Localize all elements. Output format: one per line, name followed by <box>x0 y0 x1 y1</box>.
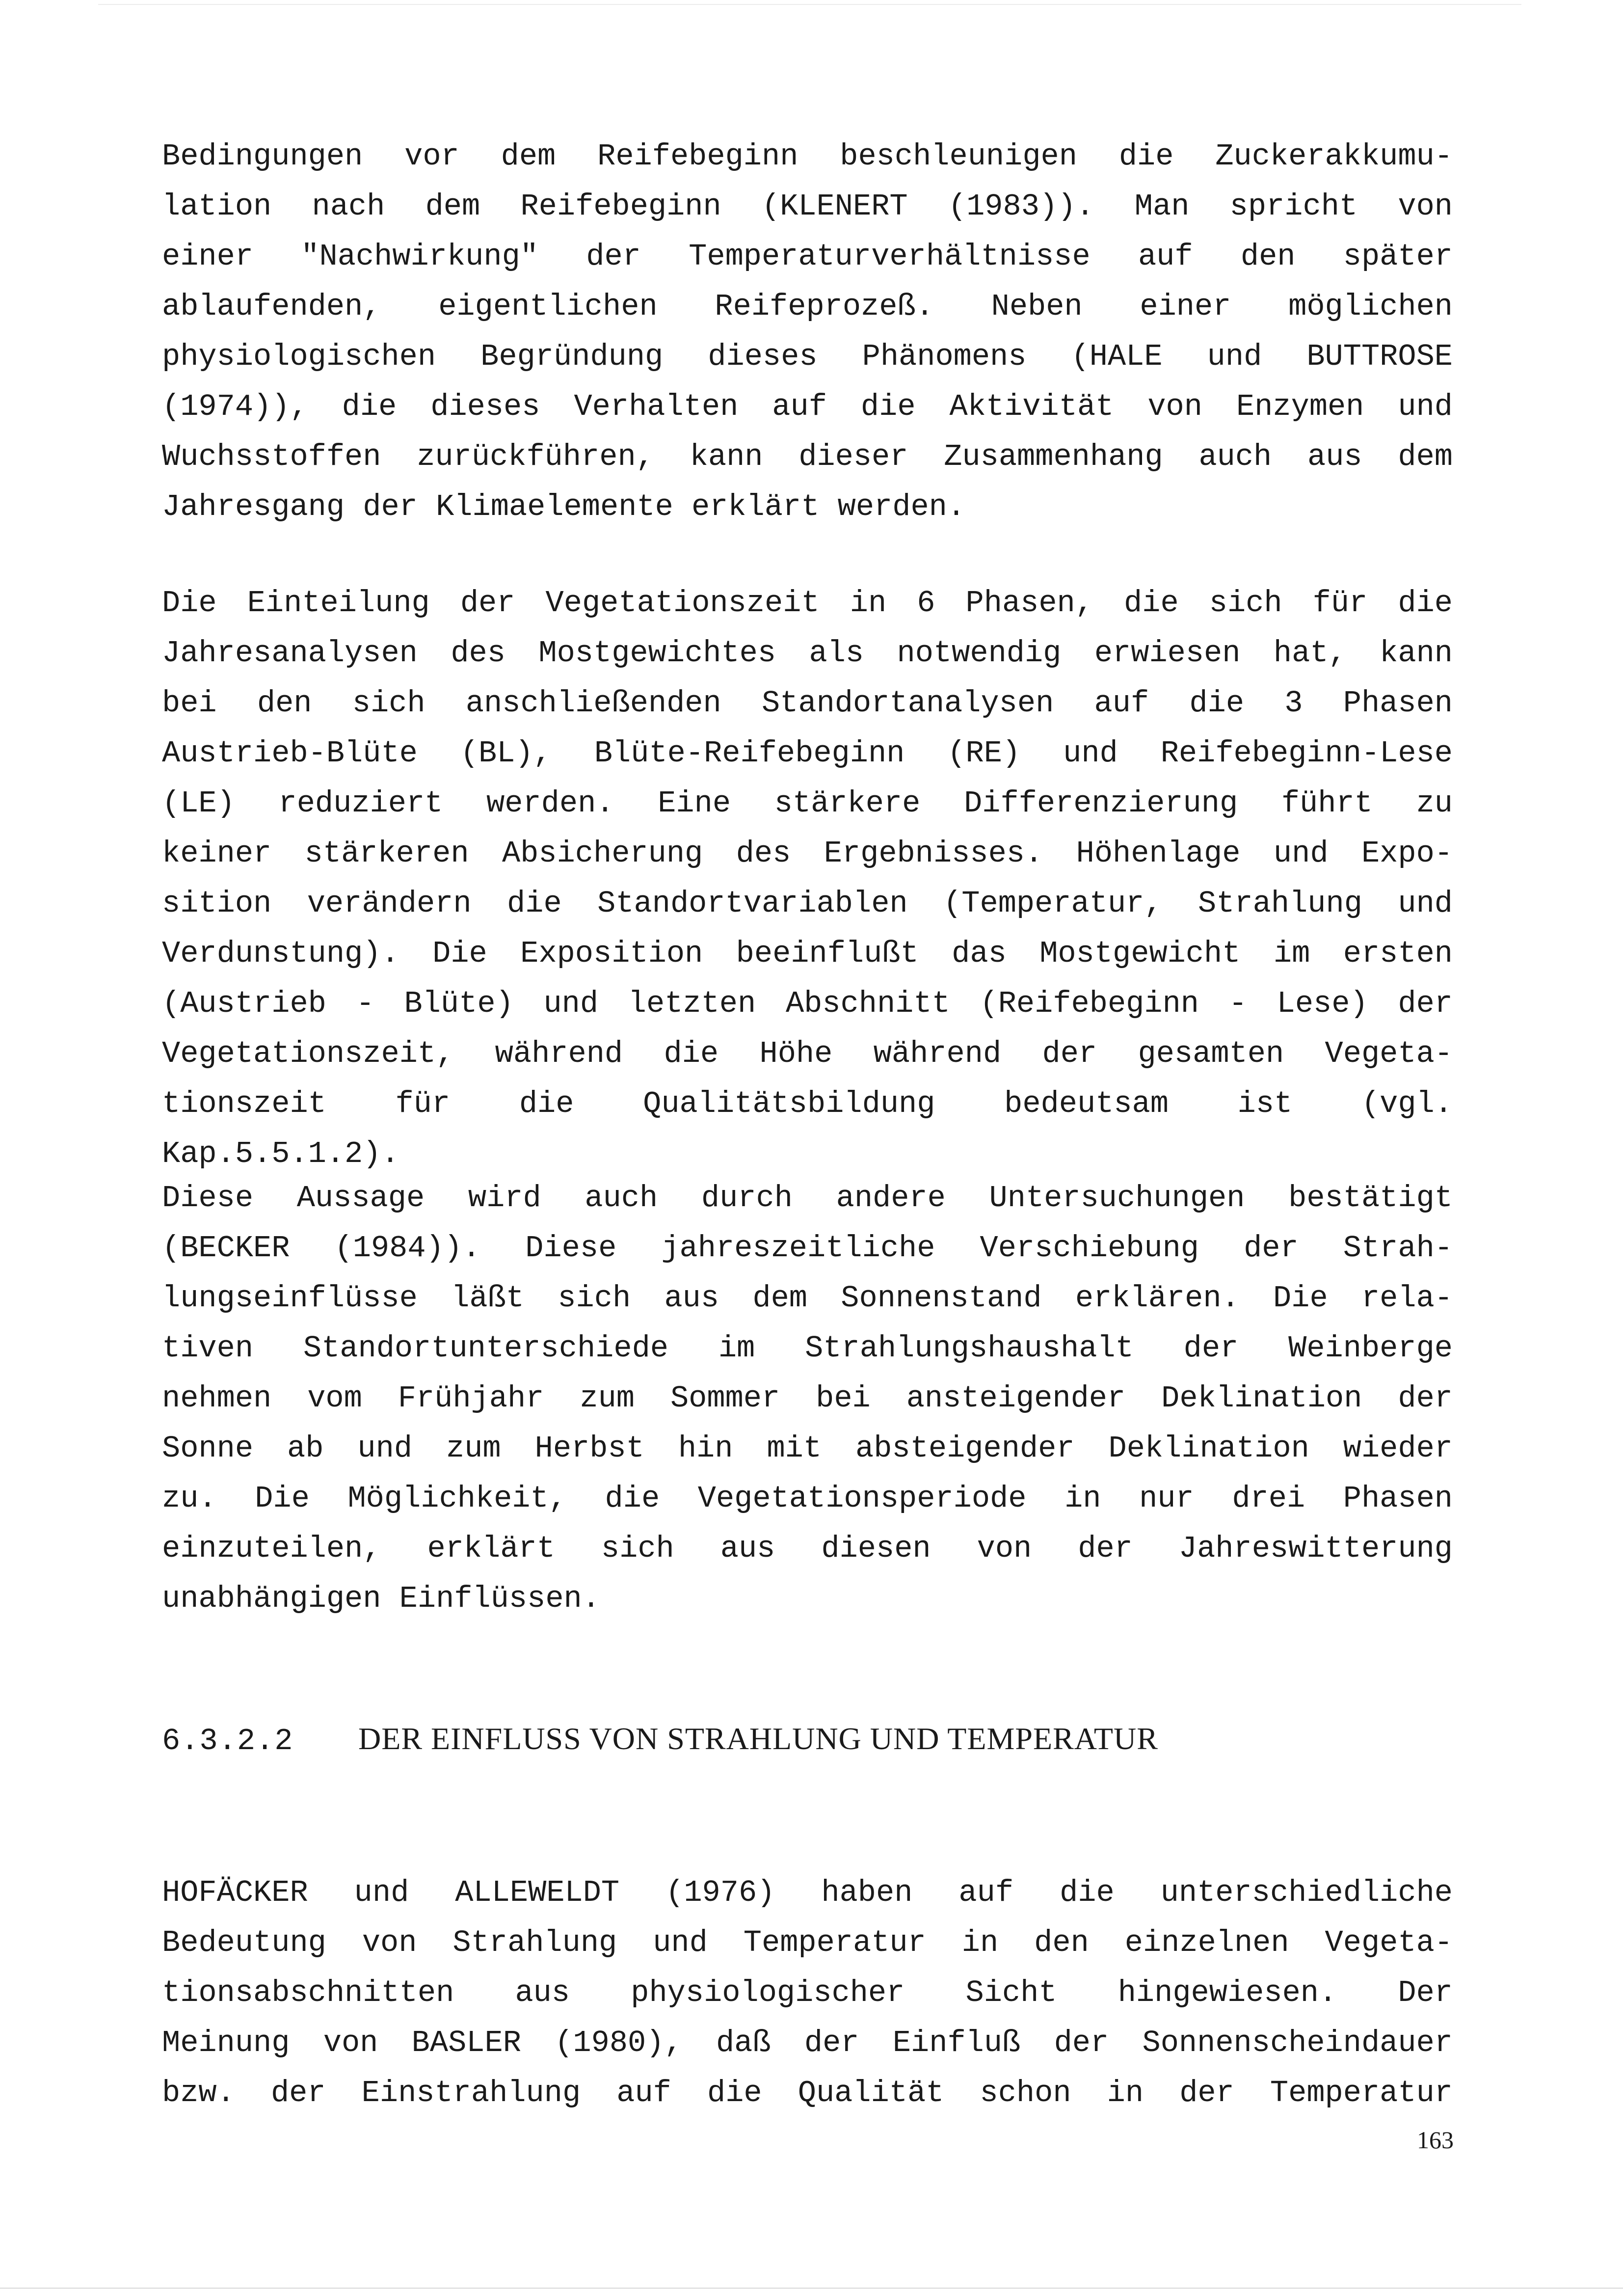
text-line: sition verändern die Standortvariablen (Temperatur, Strahlung und <box>162 886 1453 921</box>
text-line: Sonne ab und zum Herbst hin mit absteigender Deklination wieder <box>162 1431 1453 1466</box>
text-line: Die Einteilung der Vegetationszeit in 6 Phasen, die sich für die <box>162 586 1453 621</box>
text-line: HOFÄCKER und ALLEWELDT (1976) haben auf die unterschiedliche <box>162 1875 1453 1910</box>
text-line: lungseinflüsse läßt sich aus dem Sonnenstand erklären. Die rela- <box>162 1281 1453 1316</box>
text-line: Vegetationszeit, während die Höhe während der gesamten Vegeta- <box>162 1036 1453 1071</box>
text-line: physiologischen Begründung dieses Phänomens (HALE und BUTTROSE <box>162 339 1453 374</box>
paragraph-1 <box>162 132 1453 532</box>
text-line: (LE) reduziert werden. Eine stärkere Differenzierung führt zu <box>162 786 1453 821</box>
text-line: tiven Standortunterschiede im Strahlungshaushalt der Weinberge <box>162 1331 1453 1366</box>
page-number: 163 <box>1417 2126 1454 2154</box>
text-line: Diese Aussage wird auch durch andere Untersuchungen bestätigt <box>162 1181 1453 1216</box>
paragraph-4 <box>162 1868 1453 2118</box>
text-line: unabhängigen Einflüssen. <box>162 1581 600 1616</box>
text-line: einzuteilen, erklärt sich aus diesen von der Jahreswitterung <box>162 1531 1453 1566</box>
text-line: zu. Die Möglichkeit, die Vegetationsperiode in nur drei Phasen <box>162 1481 1453 1516</box>
section-title: DER EINFLUSS VON STRAHLUNG UND TEMPERATUR <box>358 1721 1158 1756</box>
text-line: ablaufenden, eigentlichen Reifeprozeß. Neben einer möglichen <box>162 289 1453 324</box>
text-line: Austrieb-Blüte (BL), Blüte-Reifebeginn (RE) und Reifebeginn-Lese <box>162 736 1453 771</box>
text-line: bzw. der Einstrahlung auf die Qualität schon in der Temperatur <box>162 2076 1453 2110</box>
text-line: Bedeutung von Strahlung und Temperatur in den einzelnen Vegeta- <box>162 1925 1453 1960</box>
text-line: Meinung von BASLER (1980), daß der Einfluß der Sonnenscheindauer <box>162 2026 1453 2060</box>
section-heading <box>162 1721 1158 1758</box>
text-line: nehmen vom Frühjahr zum Sommer bei ansteigender Deklination der <box>162 1381 1453 1416</box>
text-line: lation nach dem Reifebeginn (KLENERT (1983)). Man spricht von <box>162 189 1453 224</box>
text-line: (BECKER (1984)). Diese jahreszeitliche Verschiebung der Strah- <box>162 1231 1453 1266</box>
text-line: Jahresgang der Klimaelemente erklärt werden. <box>162 489 966 524</box>
section-number: 6.3.2.2 <box>162 1724 293 1758</box>
text-line: einer "Nachwirkung" der Temperaturverhältnisse auf den später <box>162 239 1453 274</box>
text-line: (1974)), die dieses Verhalten auf die Aktivität von Enzymen und <box>162 389 1453 424</box>
text-line: (Austrieb - Blüte) und letzten Abschnitt (Reifebeginn - Lese) der <box>162 986 1453 1021</box>
text-line: tionszeit für die Qualitätsbildung bedeutsam ist (vgl. <box>162 1086 1453 1121</box>
scan-bottom-edge <box>0 2288 1623 2289</box>
text-line: Wuchsstoffen zurückführen, kann dieser Zusammenhang auch aus dem <box>162 439 1453 474</box>
paragraph-2 <box>162 578 1453 1179</box>
scan-top-edge <box>98 4 1521 5</box>
text-line: Verdunstung). Die Exposition beeinflußt das Mostgewicht im ersten <box>162 936 1453 971</box>
text-line: Jahresanalysen des Mostgewichtes als notwendig erwiesen hat, kann <box>162 636 1453 671</box>
text-line: Bedingungen vor dem Reifebeginn beschleunigen die Zuckerakkumu- <box>162 139 1453 174</box>
paragraph-3 <box>162 1173 1453 1624</box>
text-line: tionsabschnitten aus physiologischer Sicht hingewiesen. Der <box>162 1975 1453 2010</box>
text-line: keiner stärkeren Absicherung des Ergebnisses. Höhenlage und Expo- <box>162 836 1453 871</box>
text-line: Kap.5.5.1.2). <box>162 1136 399 1171</box>
text-line: bei den sich anschließenden Standortanalysen auf die 3 Phasen <box>162 686 1453 721</box>
